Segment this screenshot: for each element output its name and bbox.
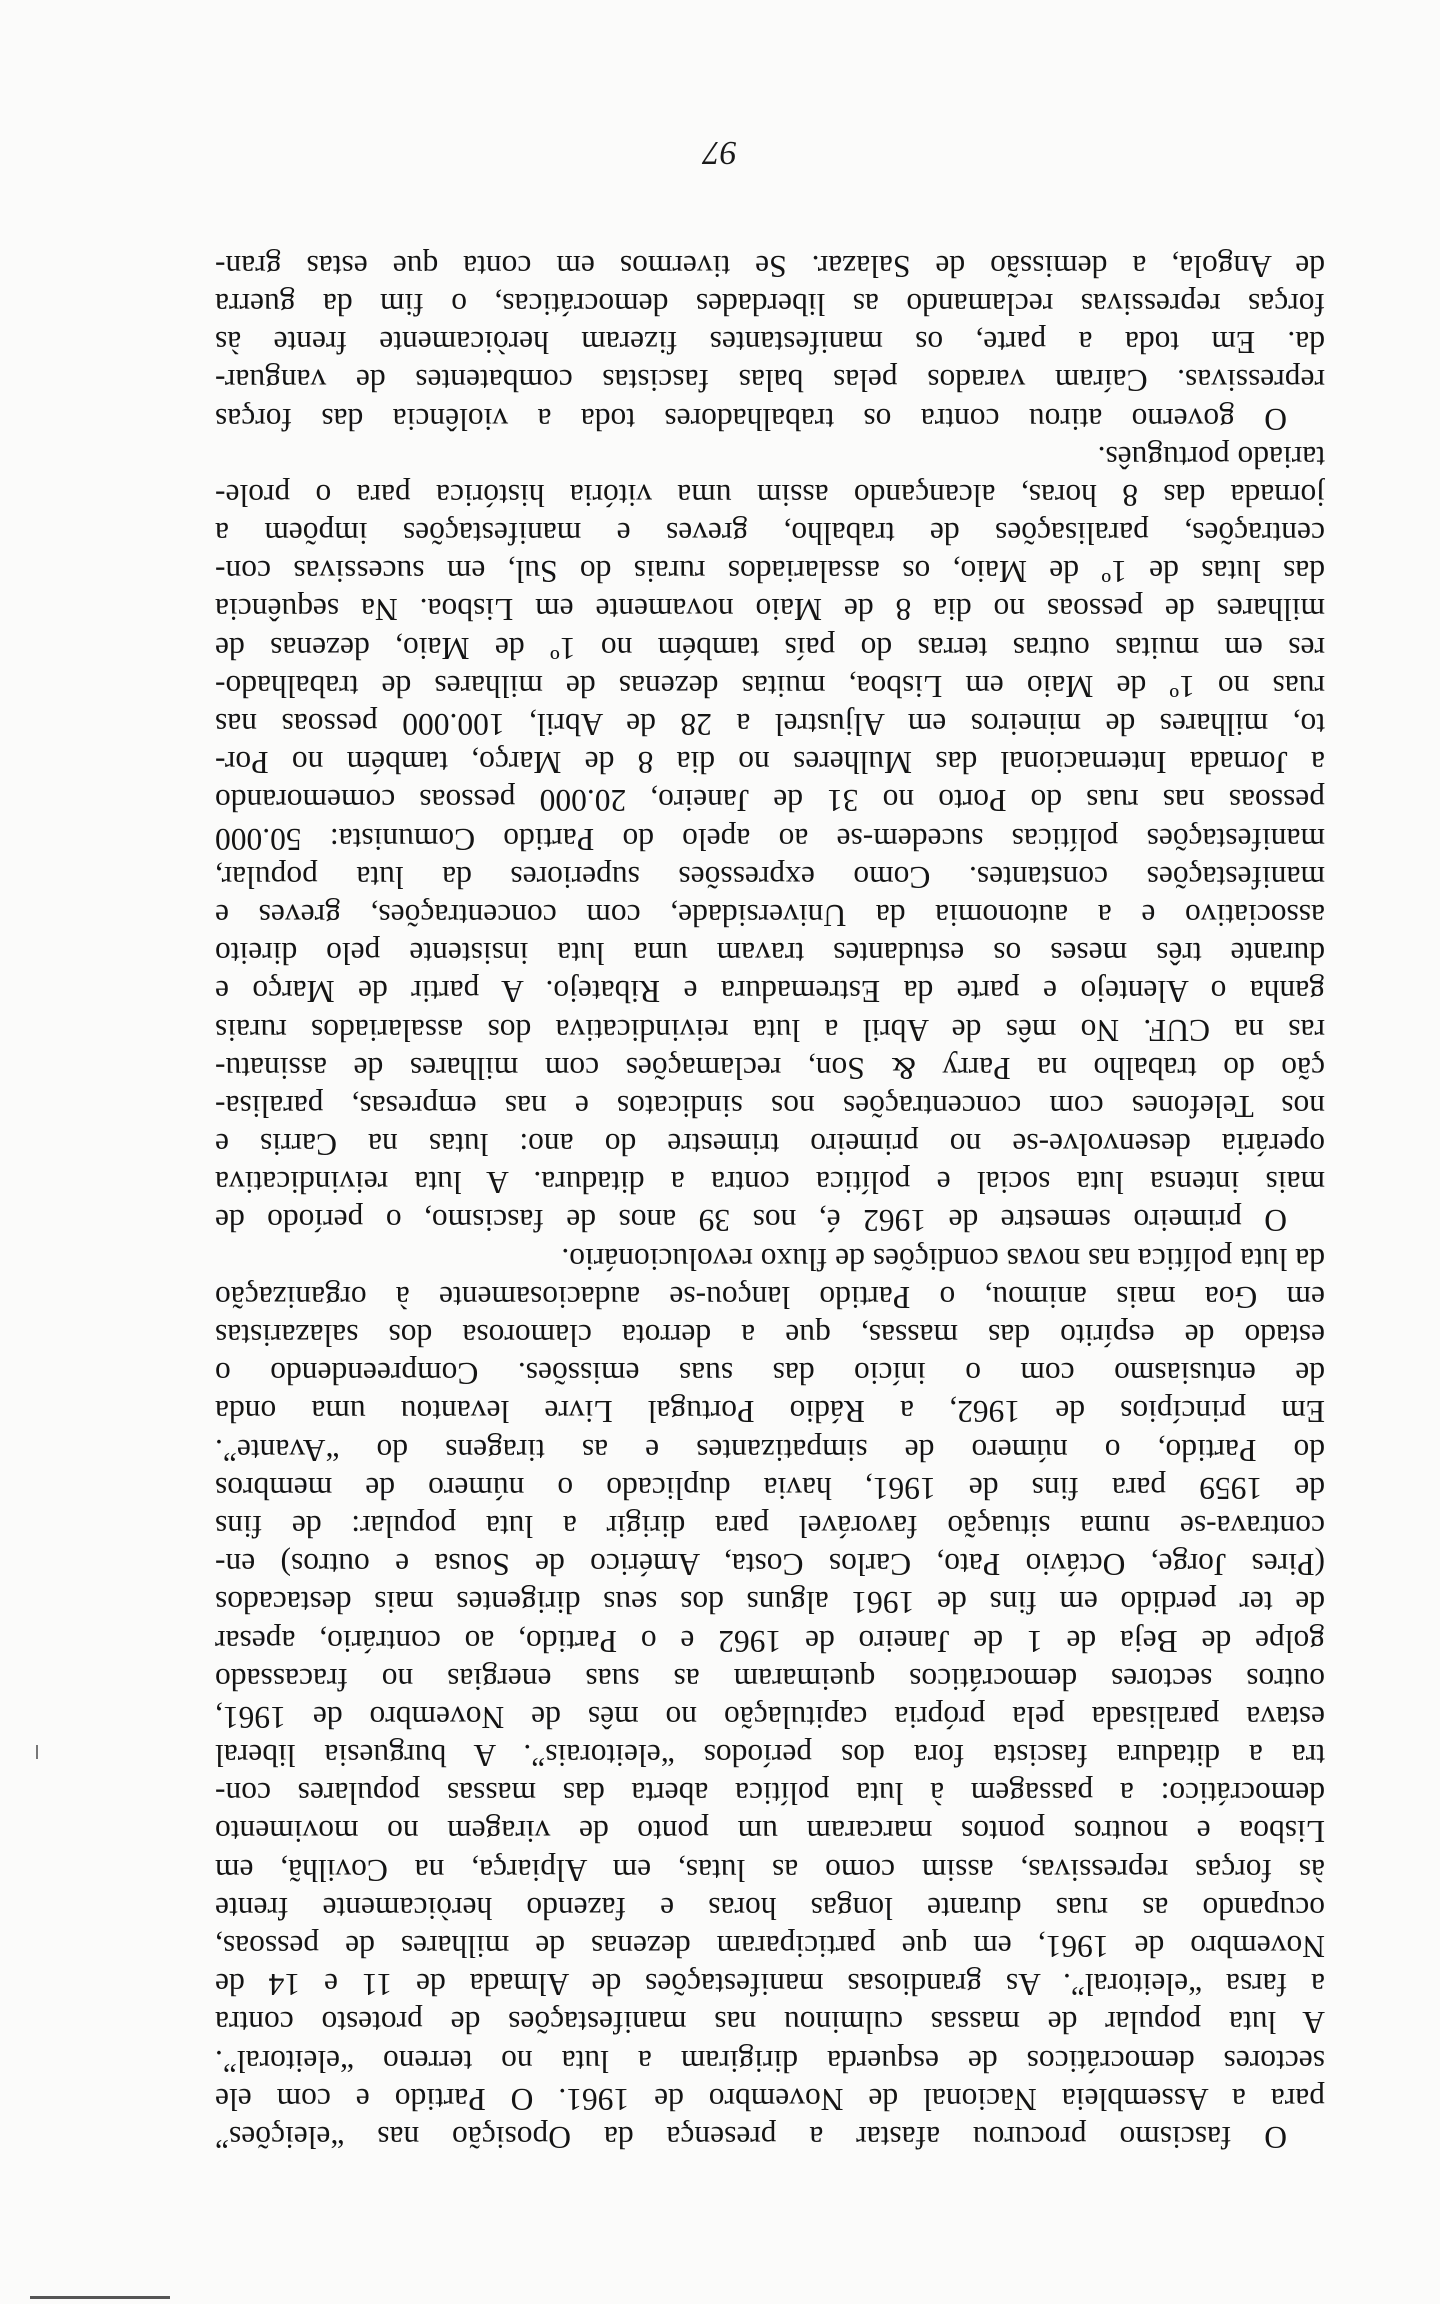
text-line: da luta política nas novas condições de fluxo revolucionário. [561,1241,1325,1277]
text-line: Novembro de 1961, em que participaram dezenas de milhares de pessoas, [215,1929,1325,1965]
text-line: A luta popular de massas culminou nas manifestações de protesto contra [215,2005,1325,2041]
text-line: Lisboa e noutros pontos marcaram um ponto de viragem no movimento [215,1814,1325,1850]
text-line: to, milhares de mineiros em Aljustrel a 28 de Abril, 100.000 pessoas nas [215,707,1325,743]
text-line: de entusiasmo com o início das suas emissões. Compreendendo o [215,1356,1325,1392]
text-line: ocupando as ruas durante longas horas e fazendo heròicamente frente [215,1890,1325,1926]
text-line: jornada das 8 horas, alcançando assim uma vitória histórica para o prole- [215,477,1325,513]
text-line: estado de espírito das massas, que a derrota clamorosa dos salazaristas [215,1318,1325,1354]
text-line: de Angola, a demissão de Salazar. Se tivermos em conta que estas gran- [215,248,1325,284]
text-line: das lutas de 1º de Maio, os assalariados rurais do Sul, em sucessivas con- [215,554,1325,590]
text-line: pessoas nas ruas do Porto no 31 de Janeiro, 20.000 pessoas comemorando [215,783,1325,819]
text-line: às forças repressivas, assim como as lutas, em Alpiarça, na Covilhã, em [215,1852,1325,1888]
text-line: a farsa “eleitoral”. As grandiosas manifestações de Almada de 11 e 14 de [215,1967,1325,2003]
text-line: de 1959 para fins de 1961, havia duplicado o número de membros [215,1470,1325,1506]
text-line: manifestações constantes. Como expressões superiores da luta popular, [215,859,1325,895]
text-line: O fascismo procurou afastar a presença da Oposição nas “eleições” [215,2120,1287,2155]
text-line: O primeiro semestre de 1962 é, nos 39 anos de fascismo, o período de [215,1203,1287,1239]
text-line: (Pires Jorge, Octávio Pato, Carlos Costa, Américo de Sousa e outros) en- [215,1547,1325,1583]
text-line: res em muitas outras terras do país também no 1º de Maio, dezenas de [215,630,1325,666]
text-line: ganha o Alentejo e parte da Estremadura e Ribatejo. A partir de Março e [215,974,1325,1010]
text-line: Em princípios de 1962, a Rádio Portugal Livre levantou uma onda [215,1394,1325,1430]
text-line: operária desenvolve-se no primeiro trimestre do ano: lutas na Carris e [215,1127,1325,1163]
margin-mark [36,1745,38,1759]
text-line: democrático: a passagem à luta política aberta das massas populares con- [215,1776,1325,1812]
text-line: tariado português. [1097,439,1325,475]
text-line: O governo atirou contra os trabalhadores toda a violência das forças [215,401,1287,437]
text-line: repressivas. Caíram varados pelas balas fascistas combatentes de vanguar- [215,363,1325,399]
text-line: em Goa mais animou, o Partido lançou-se audaciosamente à organização [215,1279,1325,1315]
text-line: estava paralisada pela própria capitulação no mês de Novembro de 1961, [215,1699,1325,1735]
text-line: associativo e a autonomia da Universidade, com concentrações, greves e [215,898,1325,933]
text-line: contrava-se numa situação favorável para dirigir a luta popular: de fins [215,1509,1325,1544]
text-line: nos Telefones com concentrações nos sindicatos e nas empresas, paralisa- [215,1088,1325,1124]
body-text [215,247,1325,2156]
text-line: do Partido, o número de simpatizantes e as tiragens do “Avante”. [215,1432,1325,1468]
text-line: da. Em toda a parte, os manifestantes fizeram heròicamente frente às [215,325,1325,361]
text-line: ras na CUF. No mês de Abril a luta reivindicativa dos assalariados rurais [215,1012,1325,1048]
text-line: milhares de pessoas no dia 8 de Maio novamente em Lisboa. Na sequência [215,592,1325,628]
text-line: durante três meses os estudantes travam uma luta insistente pelo direito [215,936,1325,972]
text-line: forças repressivas reclamando as liberdades democráticas, o fim da guerra [215,287,1325,322]
text-line: tra a ditadura fascista fora dos períodos “eleitorais”. A burguesia liberal [215,1738,1325,1774]
scan-edge-mark [30,2296,170,2299]
text-line: a Jornada Internacional das Mulheres no dia 8 de Março, também no Por- [215,745,1325,781]
text-line: golpe de Beja de 1 de Janeiro de 1962 e o Partido, ao contrário, apesar [215,1623,1325,1659]
text-line: ção do trabalho na Parry & Son, reclamações com milhares de assinatu- [215,1050,1325,1086]
text-line: para a Assembleia Nacional de Novembro de 1961. O Partido e com ele [215,2081,1325,2117]
text-line: de ter perdido em fins de 1961 alguns dos seus dirigentes mais destacados [215,1585,1325,1621]
text-line: ruas no 1º de Maio em Lisboa, muitas dezenas de milhares de trabalhado- [215,668,1325,704]
text-line: manifestações políticas sucedem-se ao apelo do Partido Comunista: 50.000 [215,821,1325,857]
text-line: outros sectores democráticos queimaram as suas energias no fracassado [215,1661,1325,1697]
page-number: 97 [703,134,737,171]
text-line: centrações, paralisações de trabalho, greves e manifestações impõem a [215,516,1325,552]
text-line: sectores democráticos de esquerda dirigiram a luta no terreno “eleitoral”. [215,2043,1325,2079]
text-line: mais intensa luta social e política contra a ditadura. A luta reivindicativa [215,1165,1325,1201]
